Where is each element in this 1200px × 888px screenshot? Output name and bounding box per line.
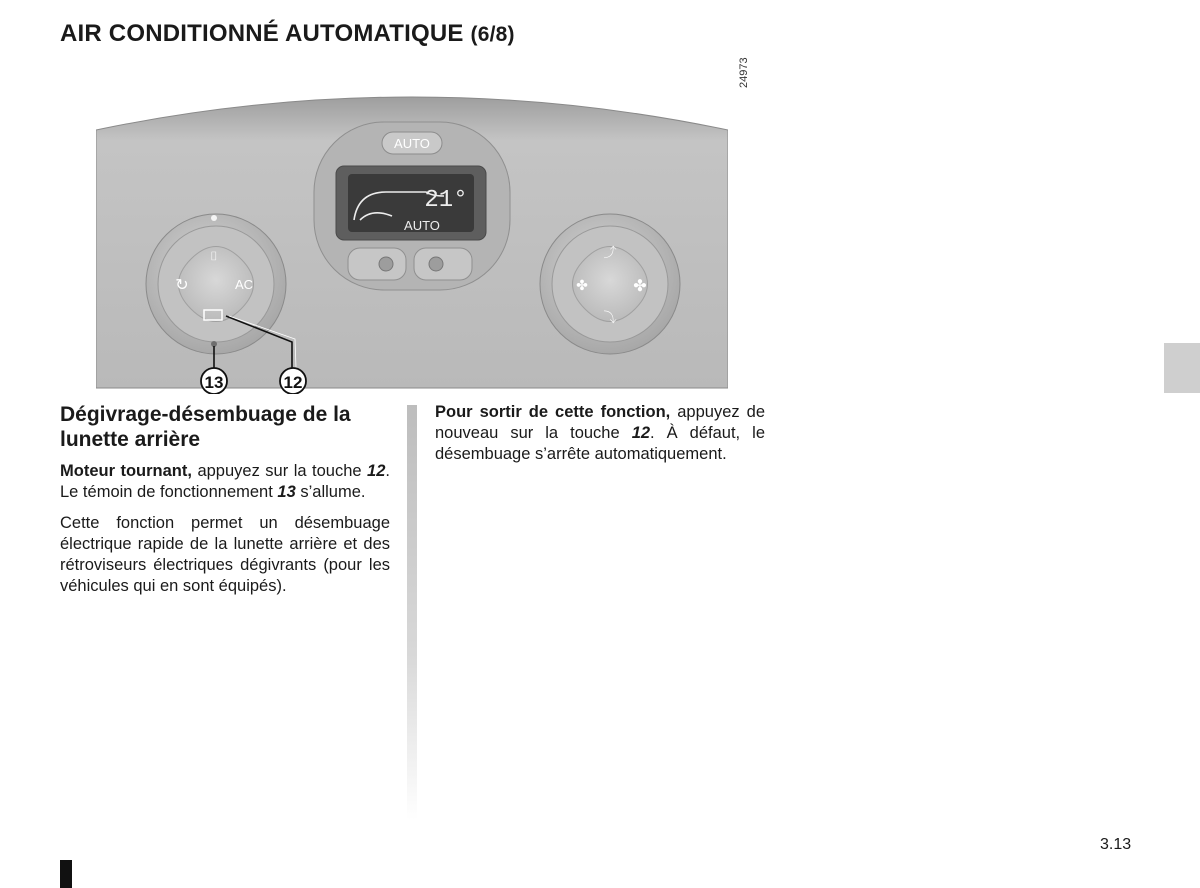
exit-instruction-text-a: appuyez de nouveau sur la touche xyxy=(435,403,765,442)
button-reference-12: 12 xyxy=(367,462,386,480)
indicator-light-top xyxy=(211,215,217,221)
recirculation-icon: ↻ xyxy=(175,275,189,294)
air-distribution-down-icon: ⤵ xyxy=(603,311,617,326)
title-text: AIR CONDITIONNÉ AUTOMATIQUE xyxy=(60,20,464,47)
windshield-defrost-icon: ⌷ xyxy=(210,249,218,263)
page-title xyxy=(60,20,515,48)
callout-12-label: 12 xyxy=(283,373,303,392)
temp-down-button xyxy=(348,248,406,280)
exit-instruction-paragraph xyxy=(435,402,765,465)
right-control-knob xyxy=(540,214,680,354)
chapter-side-tab xyxy=(1164,343,1200,393)
air-distribution-up-icon: ⤴ xyxy=(603,246,617,261)
section-heading: Dégivrage-désembuage de la lunette arrière xyxy=(60,403,351,451)
figure-reference xyxy=(738,57,778,118)
callout-13 xyxy=(201,368,227,394)
left-column xyxy=(60,402,390,607)
instruction-text-a: appuyez sur la touche xyxy=(191,462,368,480)
ac-label: AC xyxy=(234,277,254,292)
instruction-lead: Moteur tournant, xyxy=(60,462,192,480)
instruction-paragraph xyxy=(60,461,390,503)
figure-reference-number: 24973 xyxy=(738,57,750,88)
fan-low-icon: ✤ xyxy=(576,278,588,294)
indicator-reference-13: 13 xyxy=(277,483,296,501)
exit-instruction-text-b: . À défaut, le désembuage s’arrête automatiquement. xyxy=(435,424,765,463)
button-reference-12-exit: 12 xyxy=(631,424,651,442)
left-control-knob xyxy=(146,214,286,354)
center-display-module xyxy=(314,122,510,290)
fan-high-icon: ✤ xyxy=(633,276,647,295)
instruction-text-b: . Le témoin de fonctionnement xyxy=(60,462,390,501)
exit-instruction-lead: Pour sortir de cette fonction, xyxy=(435,403,671,421)
display-temperature: 21° xyxy=(424,187,468,214)
page-number: 3.13 xyxy=(1100,836,1132,853)
display-mode-label: AUTO xyxy=(404,218,440,233)
callout-13-label: 13 xyxy=(204,373,224,392)
column-divider xyxy=(407,405,417,820)
climate-control-panel-illustration xyxy=(96,84,728,394)
auto-button-label: AUTO xyxy=(394,136,430,151)
title-part-indicator: (6/8) xyxy=(470,23,515,46)
callout-12 xyxy=(280,368,306,394)
right-column xyxy=(435,402,765,475)
corner-mark xyxy=(60,860,72,888)
description-paragraph: Cette fonction permet un désembuage électrique rapide de la lunette arrière et des rétroviseurs électriques dégivrants (pour les véhicules qui en sont équipés). xyxy=(60,514,390,595)
instruction-text-c: s’allume. xyxy=(295,483,366,501)
